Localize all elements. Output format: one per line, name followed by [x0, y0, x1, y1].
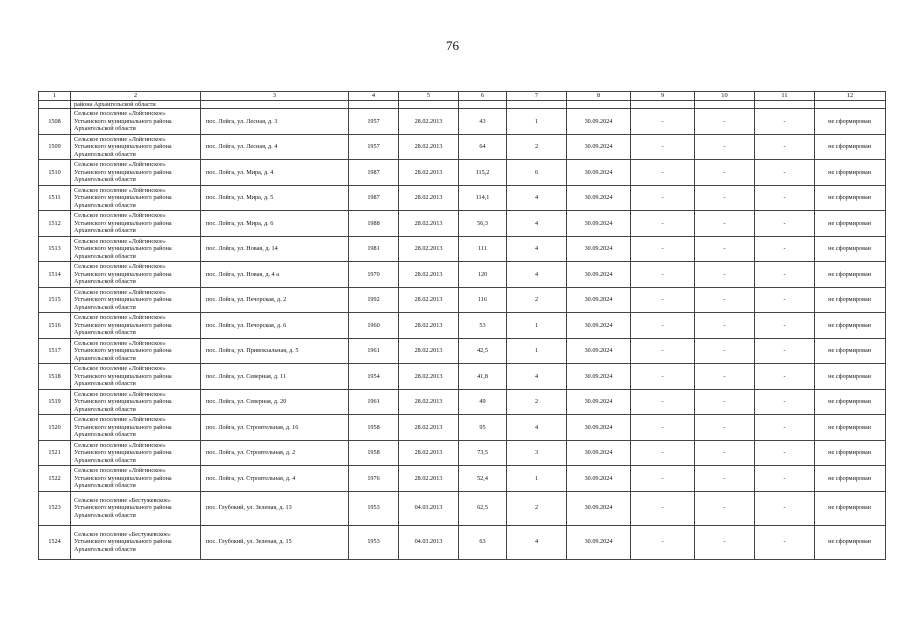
count-cell: 4 [507, 364, 567, 390]
table-row [39, 236, 886, 262]
count-cell: 6 [507, 160, 567, 186]
row-number-cell: 1509 [39, 134, 71, 160]
col11-cell: - [755, 185, 815, 211]
count-cell: 2 [507, 491, 567, 525]
count-cell: 1 [507, 313, 567, 339]
row-number-cell: 1521 [39, 440, 71, 466]
owner-cell: Сельское поселение «Лойгинское» Устьянского муниципального района Архангельской области [71, 338, 201, 364]
col9-cell: - [631, 287, 695, 313]
count-cell: 4 [507, 262, 567, 288]
area-cell: 63 [459, 525, 507, 559]
col11-cell: - [755, 389, 815, 415]
owner-cell: Сельское поселение «Бестужевское» Устьянского муниципального района Архангельской области [71, 525, 201, 559]
col11-cell: - [755, 364, 815, 390]
address-cell: пос. Лойга, ул. Новая, д. 4 а [201, 262, 349, 288]
owner-cell: Сельское поселение «Лойгинское» Устьянского муниципального района Архангельской области [71, 185, 201, 211]
col9-cell: - [631, 415, 695, 441]
count-cell: 1 [507, 109, 567, 135]
col10-cell: - [695, 389, 755, 415]
count-cell: 4 [507, 525, 567, 559]
date-cell: 28.02.2013 [399, 415, 459, 441]
date-cell: 28.02.2013 [399, 313, 459, 339]
col11-cell: - [755, 313, 815, 339]
count-cell: 2 [507, 134, 567, 160]
col10-cell: - [695, 236, 755, 262]
status-cell: не сформирован [815, 440, 886, 466]
continuation-row [39, 100, 886, 108]
deadline-cell: 30.09.2024 [567, 287, 631, 313]
deadline-cell: 30.09.2024 [567, 440, 631, 466]
deadline-cell: 30.09.2024 [567, 415, 631, 441]
col11-cell: - [755, 262, 815, 288]
row-number-cell: 1519 [39, 389, 71, 415]
address-cell: пос. Лойга, ул. Строительная, д. 16 [201, 415, 349, 441]
row-number-cell: 1515 [39, 287, 71, 313]
status-cell: не сформирован [815, 389, 886, 415]
row-number-cell: 1524 [39, 525, 71, 559]
table-row [39, 211, 886, 237]
owner-cell: Сельское поселение «Лойгинское» Устьянского муниципального района Архангельской области [71, 364, 201, 390]
year-cell: 1988 [349, 211, 399, 237]
table-row [39, 440, 886, 466]
deadline-cell: 30.09.2024 [567, 109, 631, 135]
status-cell: не сформирован [815, 287, 886, 313]
col10-cell: - [695, 364, 755, 390]
count-cell: 1 [507, 466, 567, 492]
count-cell: 2 [507, 389, 567, 415]
col9-cell: - [631, 440, 695, 466]
area-cell: 95 [459, 415, 507, 441]
area-cell: 120 [459, 262, 507, 288]
column-header-9: 9 [631, 92, 695, 101]
deadline-cell: 30.09.2024 [567, 338, 631, 364]
row-number-cell: 1513 [39, 236, 71, 262]
col9-cell: - [631, 262, 695, 288]
row-number-cell: 1516 [39, 313, 71, 339]
table-row [39, 466, 886, 492]
col9-cell: - [631, 236, 695, 262]
date-cell: 28.02.2013 [399, 134, 459, 160]
status-cell: не сформирован [815, 491, 886, 525]
address-cell: пос. Лойга, ул. Мира, д. 5 [201, 185, 349, 211]
column-number-row [39, 92, 886, 101]
status-cell: не сформирован [815, 338, 886, 364]
table-row [39, 415, 886, 441]
col11-cell: - [755, 466, 815, 492]
col10-cell: - [695, 338, 755, 364]
area-cell: 53 [459, 313, 507, 339]
area-cell: 62,5 [459, 491, 507, 525]
col9-cell: - [631, 313, 695, 339]
count-cell: 4 [507, 185, 567, 211]
column-header-3: 3 [201, 92, 349, 101]
column-header-2: 2 [71, 92, 201, 101]
deadline-cell: 30.09.2024 [567, 211, 631, 237]
col11-cell: - [755, 109, 815, 135]
date-cell: 28.02.2013 [399, 109, 459, 135]
col11-cell: - [755, 525, 815, 559]
address-cell: пос. Глубокий, ул. Зеленая, д. 13 [201, 491, 349, 525]
date-cell: 28.02.2013 [399, 338, 459, 364]
col9-cell: - [631, 134, 695, 160]
table-row [39, 109, 886, 135]
year-cell: 1957 [349, 134, 399, 160]
status-cell: не сформирован [815, 262, 886, 288]
owner-cell: Сельское поселение «Лойгинское» Устьянского муниципального района Архангельской области [71, 415, 201, 441]
deadline-cell: 30.09.2024 [567, 364, 631, 390]
address-cell: пос. Лойга, ул. Привокзальная, д. 5 [201, 338, 349, 364]
column-header-6: 6 [459, 92, 507, 101]
status-cell: не сформирован [815, 415, 886, 441]
year-cell: 1976 [349, 466, 399, 492]
date-cell: 04.03.2013 [399, 525, 459, 559]
column-header-12: 12 [815, 92, 886, 101]
date-cell: 28.02.2013 [399, 236, 459, 262]
area-cell: 52,4 [459, 466, 507, 492]
year-cell: 1958 [349, 440, 399, 466]
status-cell: не сформирован [815, 236, 886, 262]
continuation-owner-cell: района Архангельской области [71, 100, 201, 108]
col10-cell: - [695, 313, 755, 339]
table-row [39, 287, 886, 313]
col9-cell: - [631, 491, 695, 525]
table-row [39, 313, 886, 339]
row-number-cell: 1518 [39, 364, 71, 390]
row-number-cell: 1511 [39, 185, 71, 211]
address-cell: пос. Лойга, ул. Печорская, д. 6 [201, 313, 349, 339]
owner-cell: Сельское поселение «Лойгинское» Устьянского муниципального района Архангельской области [71, 160, 201, 186]
table-row [39, 389, 886, 415]
area-cell: 115,2 [459, 160, 507, 186]
deadline-cell: 30.09.2024 [567, 236, 631, 262]
year-cell: 1954 [349, 364, 399, 390]
area-cell: 116 [459, 287, 507, 313]
status-cell: не сформирован [815, 109, 886, 135]
col9-cell: - [631, 185, 695, 211]
table-row [39, 160, 886, 186]
deadline-cell: 30.09.2024 [567, 313, 631, 339]
col9-cell: - [631, 338, 695, 364]
count-cell: 3 [507, 440, 567, 466]
address-cell: пос. Глубокий, ул. Зеленая, д. 15 [201, 525, 349, 559]
year-cell: 1987 [349, 160, 399, 186]
year-cell: 1953 [349, 491, 399, 525]
deadline-cell: 30.09.2024 [567, 389, 631, 415]
date-cell: 28.02.2013 [399, 389, 459, 415]
address-cell: пос. Лойга, ул. Новая, д. 14 [201, 236, 349, 262]
date-cell: 28.02.2013 [399, 364, 459, 390]
count-cell: 1 [507, 338, 567, 364]
year-cell: 1953 [349, 525, 399, 559]
year-cell: 1981 [349, 236, 399, 262]
area-cell: 49 [459, 389, 507, 415]
row-number-cell: 1520 [39, 415, 71, 441]
table-row [39, 185, 886, 211]
area-cell: 64 [459, 134, 507, 160]
deadline-cell: 30.09.2024 [567, 525, 631, 559]
col10-cell: - [695, 491, 755, 525]
deadline-cell: 30.09.2024 [567, 466, 631, 492]
row-number-cell: 1523 [39, 491, 71, 525]
col9-cell: - [631, 364, 695, 390]
row-number-cell: 1514 [39, 262, 71, 288]
col10-cell: - [695, 525, 755, 559]
date-cell: 28.02.2013 [399, 440, 459, 466]
col11-cell: - [755, 338, 815, 364]
col11-cell: - [755, 134, 815, 160]
col10-cell: - [695, 466, 755, 492]
address-cell: пос. Лойга, ул. Лесная, д. 3 [201, 109, 349, 135]
col10-cell: - [695, 109, 755, 135]
status-cell: не сформирован [815, 134, 886, 160]
date-cell: 28.02.2013 [399, 262, 459, 288]
address-cell: пос. Лойга, ул. Мира, д. 6 [201, 211, 349, 237]
column-header-10: 10 [695, 92, 755, 101]
table-row [39, 338, 886, 364]
deadline-cell: 30.09.2024 [567, 160, 631, 186]
col10-cell: - [695, 415, 755, 441]
address-cell: пос. Лойга, ул. Строительная, д. 2 [201, 440, 349, 466]
date-cell: 04.03.2013 [399, 491, 459, 525]
address-cell: пос. Лойга, ул. Лесная, д. 4 [201, 134, 349, 160]
col11-cell: - [755, 211, 815, 237]
year-cell: 1960 [349, 313, 399, 339]
status-cell: не сформирован [815, 211, 886, 237]
col10-cell: - [695, 134, 755, 160]
year-cell: 1987 [349, 185, 399, 211]
year-cell: 1961 [349, 389, 399, 415]
owner-cell: Сельское поселение «Лойгинское» Устьянского муниципального района Архангельской области [71, 313, 201, 339]
col10-cell: - [695, 440, 755, 466]
table-row [39, 491, 886, 525]
year-cell: 1970 [349, 262, 399, 288]
owner-cell: Сельское поселение «Лойгинское» Устьянского муниципального района Архангельской области [71, 287, 201, 313]
col10-cell: - [695, 185, 755, 211]
column-header-8: 8 [567, 92, 631, 101]
owner-cell: Сельское поселение «Бестужевское» Устьянского муниципального района Архангельской области [71, 491, 201, 525]
col11-cell: - [755, 440, 815, 466]
col11-cell: - [755, 236, 815, 262]
col9-cell: - [631, 109, 695, 135]
area-cell: 114,1 [459, 185, 507, 211]
page-number: 76 [446, 38, 459, 53]
year-cell: 1992 [349, 287, 399, 313]
table-row [39, 134, 886, 160]
area-cell: 56,3 [459, 211, 507, 237]
owner-cell: Сельское поселение «Лойгинское» Устьянского муниципального района Архангельской области [71, 440, 201, 466]
status-cell: не сформирован [815, 313, 886, 339]
col10-cell: - [695, 287, 755, 313]
row-number-cell: 1522 [39, 466, 71, 492]
column-header-11: 11 [755, 92, 815, 101]
table-row [39, 525, 886, 559]
col10-cell: - [695, 262, 755, 288]
col9-cell: - [631, 466, 695, 492]
col10-cell: - [695, 211, 755, 237]
date-cell: 28.02.2013 [399, 160, 459, 186]
date-cell: 28.02.2013 [399, 211, 459, 237]
col11-cell: - [755, 160, 815, 186]
owner-cell: Сельское поселение «Лойгинское» Устьянского муниципального района Архангельской области [71, 262, 201, 288]
status-cell: не сформирован [815, 160, 886, 186]
year-cell: 1957 [349, 109, 399, 135]
date-cell: 28.02.2013 [399, 287, 459, 313]
row-number-cell: 1517 [39, 338, 71, 364]
column-header-4: 4 [349, 92, 399, 101]
date-cell: 28.02.2013 [399, 185, 459, 211]
address-cell: пос. Лойга, ул. Строительная, д. 4 [201, 466, 349, 492]
count-cell: 4 [507, 211, 567, 237]
col11-cell: - [755, 415, 815, 441]
owner-cell: Сельское поселение «Лойгинское» Устьянского муниципального района Архангельской области [71, 109, 201, 135]
area-cell: 42,5 [459, 338, 507, 364]
address-cell: пос. Лойга, ул. Северная, д. 20 [201, 389, 349, 415]
status-cell: не сформирован [815, 525, 886, 559]
deadline-cell: 30.09.2024 [567, 262, 631, 288]
column-header-5: 5 [399, 92, 459, 101]
col10-cell: - [695, 160, 755, 186]
row-number-cell: 1508 [39, 109, 71, 135]
col9-cell: - [631, 525, 695, 559]
deadline-cell: 30.09.2024 [567, 491, 631, 525]
address-cell: пос. Лойга, ул. Мира, д. 4 [201, 160, 349, 186]
count-cell: 4 [507, 236, 567, 262]
owner-cell: Сельское поселение «Лойгинское» Устьянского муниципального района Архангельской области [71, 134, 201, 160]
owner-cell: Сельское поселение «Лойгинское» Устьянского муниципального района Архангельской области [71, 236, 201, 262]
area-cell: 73,5 [459, 440, 507, 466]
address-cell: пос. Лойга, ул. Северная, д. 11 [201, 364, 349, 390]
area-cell: 43 [459, 109, 507, 135]
col9-cell: - [631, 389, 695, 415]
row-number-cell: 1512 [39, 211, 71, 237]
col9-cell: - [631, 211, 695, 237]
count-cell: 4 [507, 415, 567, 441]
column-header-7: 7 [507, 92, 567, 101]
count-cell: 2 [507, 287, 567, 313]
deadline-cell: 30.09.2024 [567, 134, 631, 160]
year-cell: 1961 [349, 338, 399, 364]
area-cell: 41,8 [459, 364, 507, 390]
col11-cell: - [755, 287, 815, 313]
col9-cell: - [631, 160, 695, 186]
year-cell: 1958 [349, 415, 399, 441]
owner-cell: Сельское поселение «Лойгинское» Устьянского муниципального района Архангельской области [71, 211, 201, 237]
column-header-1: 1 [39, 92, 71, 101]
area-cell: 111 [459, 236, 507, 262]
owner-cell: Сельское поселение «Лойгинское» Устьянского муниципального района Архангельской области [71, 466, 201, 492]
table-row [39, 262, 886, 288]
status-cell: не сформирован [815, 466, 886, 492]
row-number-cell: 1510 [39, 160, 71, 186]
deadline-cell: 30.09.2024 [567, 185, 631, 211]
date-cell: 28.02.2013 [399, 466, 459, 492]
address-cell: пос. Лойга, ул. Печорская, д. 2 [201, 287, 349, 313]
col11-cell: - [755, 491, 815, 525]
owner-cell: Сельское поселение «Лойгинское» Устьянского муниципального района Архангельской области [71, 389, 201, 415]
housing-table [38, 91, 886, 560]
table-row [39, 364, 886, 390]
status-cell: не сформирован [815, 364, 886, 390]
status-cell: не сформирован [815, 185, 886, 211]
